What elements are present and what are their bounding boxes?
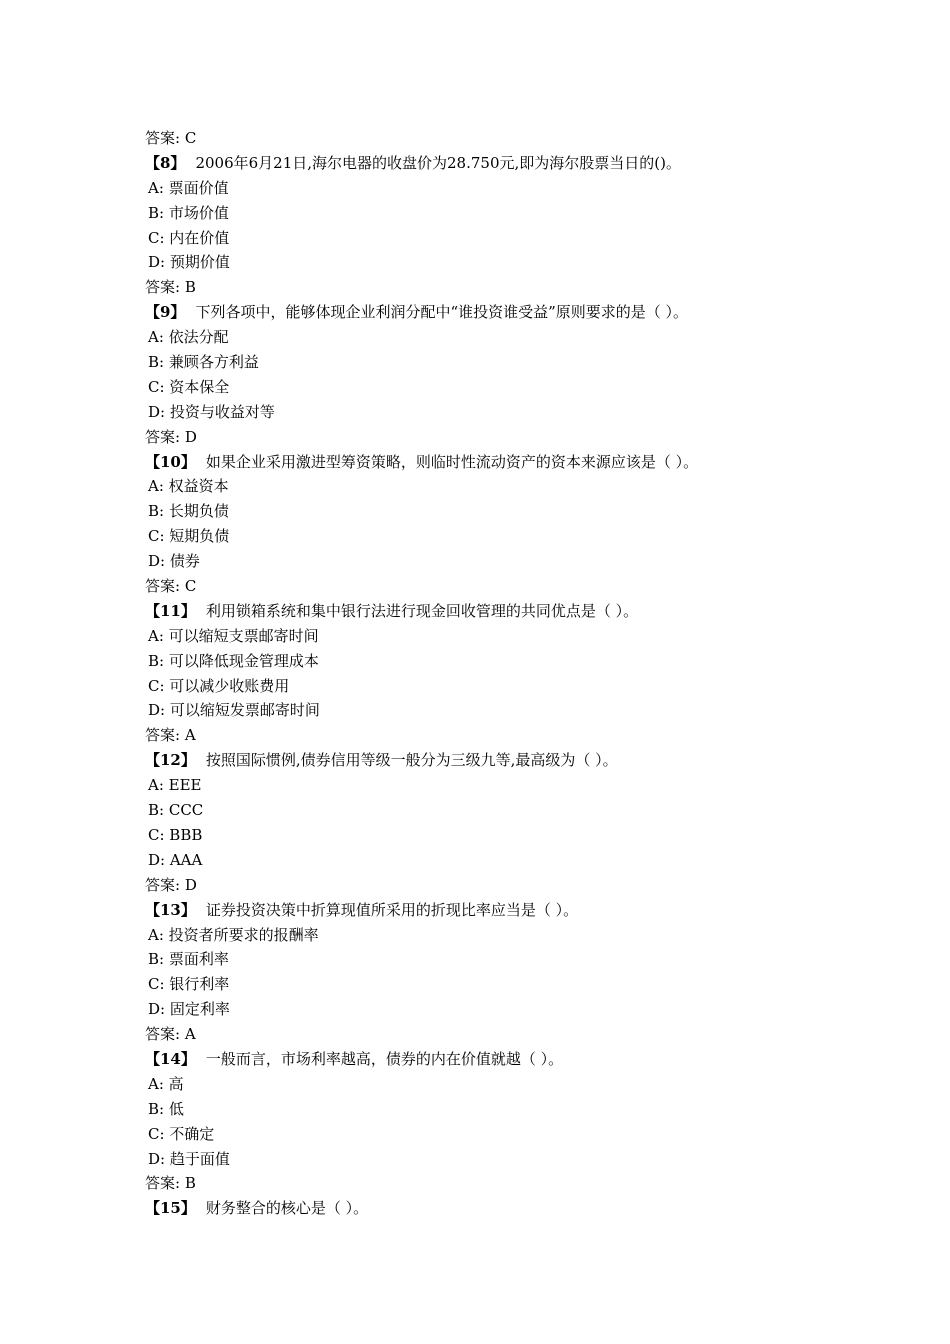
answer-option: C: 短期负债: [148, 527, 230, 546]
question-text: 一般而言，市场利率越高，债券的内在价值就越（ ）。: [205, 1049, 564, 1068]
question-number: 【14】: [145, 1049, 196, 1068]
question-number: 【10】: [145, 452, 196, 471]
question-number: 【12】: [145, 751, 196, 770]
answer-option: D: 预期价值: [148, 253, 230, 272]
answer-option: D: 趋于面值: [148, 1149, 230, 1168]
answer-option: B: CCC: [148, 801, 204, 820]
answer-key: 答案: B: [145, 1174, 196, 1193]
answer-option: A: 高: [148, 1074, 184, 1093]
answer-option: A: 投资者所要求的报酬率: [148, 925, 319, 944]
answer-key: 答案: D: [145, 427, 197, 446]
answer-option: A: EEE: [148, 776, 202, 795]
answer-option: D: AAA: [148, 850, 203, 869]
answer-key: 答案: D: [145, 875, 197, 894]
question-line: [145, 450, 905, 475]
question-text: 2006年6月21日,海尔电器的收盘价为28.750元,即为海尔股票当日的()。: [195, 153, 681, 172]
question-number: 【8】: [145, 153, 186, 172]
question-line: [145, 1047, 905, 1072]
question-number: 【9】: [145, 303, 186, 322]
question-text: 利用锁箱系统和集中银行法进行现金回收管理的共同优点是（ ）。: [205, 601, 639, 620]
answer-option: B: 长期负债: [148, 502, 229, 521]
answer-option: A: 权益资本: [148, 477, 229, 496]
answer-option: D: 投资与收益对等: [148, 402, 275, 421]
answer-option: B: 兼顾各方利益: [148, 353, 259, 372]
question-number: 【11】: [145, 601, 196, 620]
answer-key: 答案: A: [145, 726, 196, 745]
answer-key: 答案: A: [145, 1025, 196, 1044]
question-text: 下列各项中，能够体现企业利润分配中“谁投资谁受益”原则要求的是（ ）。: [195, 303, 689, 322]
answer-option: B: 市场价值: [148, 203, 229, 222]
question-number: 【13】: [145, 900, 196, 919]
answer-option: C: 资本保全: [148, 377, 230, 396]
answer-option: B: 票面利率: [148, 950, 229, 969]
answer-option: C: 内在价值: [148, 228, 230, 247]
answer-option: C: 银行利率: [148, 975, 230, 994]
question-line: [145, 898, 905, 923]
question-line: [145, 151, 905, 176]
question-number: 【15】: [145, 1199, 196, 1218]
question-line: [145, 300, 905, 325]
answer-option: D: 可以缩短发票邮寄时间: [148, 701, 320, 720]
answer-option: A: 依法分配: [148, 328, 229, 347]
answer-option: D: 债券: [148, 552, 200, 571]
question-text: 如果企业采用激进型筹资策略，则临时性流动资产的资本来源应该是（ ）。: [205, 452, 699, 471]
question-line: [145, 599, 905, 624]
question-text: 财务整合的核心是（ ）。: [205, 1199, 369, 1218]
answer-option: A: 票面价值: [148, 178, 229, 197]
answer-option: C: 不确定: [148, 1124, 215, 1143]
answer-option: C: BBB: [148, 825, 203, 844]
answer-option: B: 低: [148, 1099, 184, 1118]
answer-option: C: 可以减少收账费用: [148, 676, 290, 695]
previous-answer: 答案: C: [145, 129, 197, 147]
answer-option: A: 可以缩短支票邮寄时间: [148, 626, 319, 645]
answer-option: D: 固定利率: [148, 1000, 230, 1019]
question-line: [145, 1196, 905, 1221]
answer-key: 答案: C: [145, 577, 197, 596]
question-list: [145, 126, 905, 1221]
answer-option: B: 可以降低现金管理成本: [148, 651, 319, 670]
answer-key: 答案: B: [145, 278, 196, 297]
question-text: 按照国际惯例,债券信用等级一般分为三级九等,最高级为（ ）。: [205, 751, 618, 770]
question-line: [145, 748, 905, 773]
question-text: 证券投资决策中折算现值所采用的折现比率应当是（ ）。: [205, 900, 579, 919]
